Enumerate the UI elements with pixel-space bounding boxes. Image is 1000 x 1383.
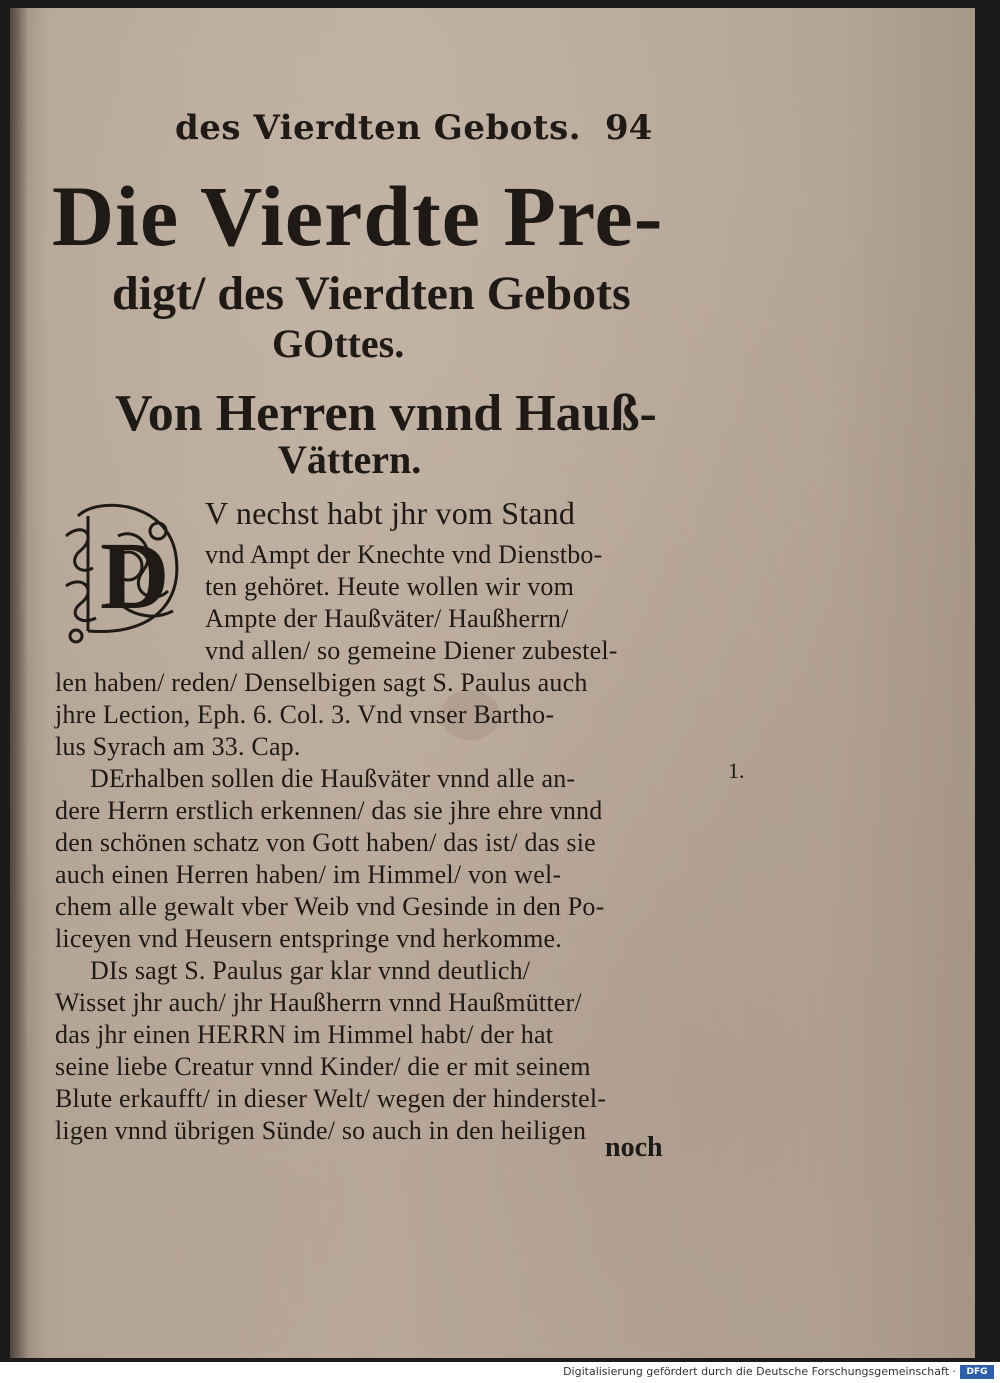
footer-bar <box>0 1362 1000 1383</box>
page-gutter <box>10 8 28 1358</box>
subtitle-line-2: Vättern. <box>278 437 422 482</box>
body-line: vnd Ampt der Knechte vnd Dienstbo- <box>205 540 603 569</box>
decorated-initial-d <box>58 496 194 646</box>
initial-letter: D <box>100 522 170 629</box>
funding-notice: Digitalisierung gefördert durch die Deutsche Forschungsgemeinschaft · <box>563 1365 956 1378</box>
dfg-logo[interactable]: DFG <box>960 1365 994 1379</box>
running-head: des Vierdten Gebots. <box>175 108 582 148</box>
body-line: Ampte der Haußväter/ Haußherrn/ <box>205 604 569 633</box>
body-line: ten gehöret. Heute wollen wir vom <box>205 572 575 601</box>
title-line-3: GOttes. <box>272 321 405 366</box>
body-line: auch einen Herren haben/ im Himmel/ von wel- <box>55 860 562 889</box>
body-line: vnd allen/ so gemeine Diener zubestel- <box>205 636 618 665</box>
body-line: dere Herrn erstlich erkennen/ das sie jhre ehre vnnd <box>55 796 603 825</box>
body-line: chem alle gewalt vber Weib vnd Gesinde in den Po- <box>55 892 605 921</box>
body-line: Blute erkaufft/ in dieser Welt/ wegen der hinderstel- <box>55 1084 607 1113</box>
body-line: DErhalben sollen die Haußväter vnnd alle an- <box>90 764 576 793</box>
body-line: len haben/ reden/ Denselbigen sagt S. Paulus auch <box>55 668 588 697</box>
body-line: den schönen schatz von Gott haben/ das ist/ das sie <box>55 828 596 857</box>
catchword: noch <box>605 1132 663 1163</box>
body-line: jhre Lection, Eph. 6. Col. 3. Vnd vnser Bartho- <box>55 700 555 729</box>
body-line: liceyen vnd Heusern entspringe vnd herkomme. <box>55 924 562 953</box>
subtitle-line-1: Von Herren vnnd Hauß- <box>115 385 657 442</box>
body-line: seine liebe Creatur vnnd Kinder/ die er mit seinem <box>55 1052 591 1081</box>
body-line: das jhr einen HERRN im Himmel habt/ der hat <box>55 1020 554 1049</box>
margin-note: 1. <box>728 758 745 783</box>
body-line: DIs sagt S. Paulus gar klar vnnd deutlich/ <box>90 956 531 985</box>
title-line-1: Die Vierdte Pre- <box>52 168 664 264</box>
body-line: ligen vnnd übrigen Sünde/ so auch in den heiligen <box>55 1116 587 1145</box>
title-line-2: digt/ des Vierdten Gebots <box>112 267 631 320</box>
body-line: Wisset jhr auch/ jhr Haußherrn vnnd Haußmütter/ <box>55 988 582 1017</box>
body-line: V nechst habt jhr vom Stand <box>205 495 576 531</box>
body-line: lus Syrach am 33. Cap. <box>55 732 301 761</box>
page-number: 94 <box>605 108 653 148</box>
